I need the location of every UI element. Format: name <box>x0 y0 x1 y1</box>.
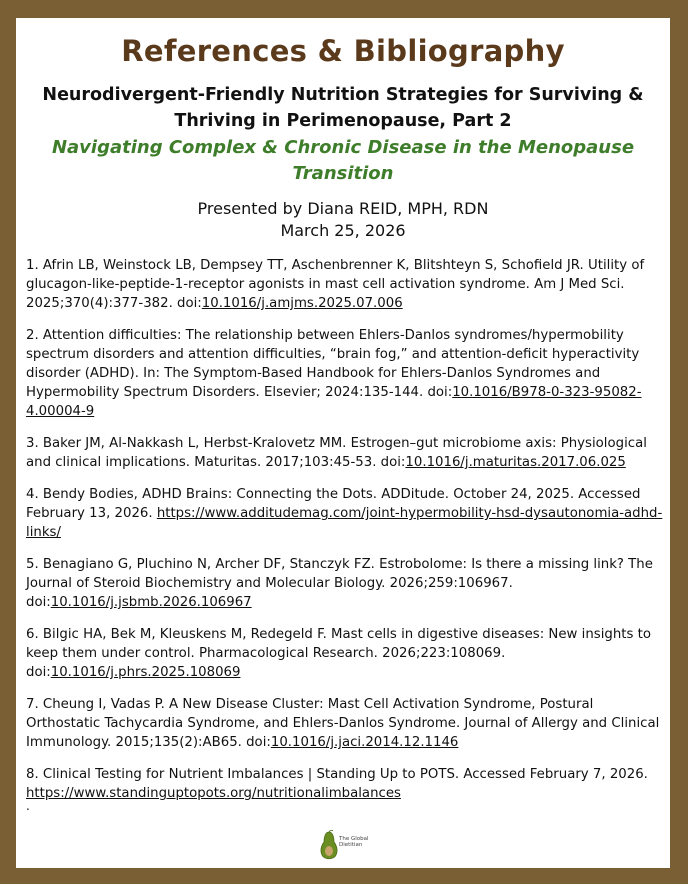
reference-doi-link[interactable]: 10.1016/j.jaci.2014.12.1146 <box>270 735 459 750</box>
logo-text: The Global Dietitian <box>339 836 369 848</box>
presentation-title: Neurodivergent-Friendly Nutrition Strategies for Surviving & Thriving in Perimenopause, Part 2 <box>42 85 644 131</box>
avocado-icon <box>319 830 339 862</box>
reference-item: 3. Baker JM, Al-Nakkash L, Herbst-Kralovetz MM. Estrogen–gut microbiome axis: Physiological and clinical implications. Maturitas. 2017;103:45-53. doi:10.1016/j.maturitas.2017.06.025 <box>26 436 647 470</box>
reference-url-link[interactable]: https://www.standinguptopots.org/nutritionalimbalances <box>26 786 401 801</box>
presentation-subtitle: Navigating Complex & Chronic Disease in the Menopause Transition <box>51 137 635 184</box>
reference-item: 7. Cheung I, Vadas P. A New Disease Cluster: Mast Cell Activation Syndrome, Postural Orthostatic Tachycardia Syndrome, and Ehlers-Danlos Syndrome. Journal of Allergy and Clinical Immunology. 2015;135(2):AB65. doi:10.1016/j.jaci.2014.12.1146 <box>26 697 660 750</box>
presentation-date: March 25, 2026 <box>280 221 406 240</box>
reference-url-link[interactable]: https://www.additudemag.com/joint-hypermobility-hsd-dysautonomia-adhd-links/ <box>26 506 663 540</box>
reference-item: 1. Afrin LB, Weinstock LB, Dempsey TT, Aschenbrenner K, Blitshteyn S, Schofield JR. Utility of glucagon-like-peptide-1-receptor agonists in mast cell activation syndrome. Am J Med Sci. 2025;370(4):377-382. doi:10.1016/j.amjms.2025.07.006 <box>26 258 645 311</box>
reference-item: 5. Benagiano G, Pluchino N, Archer DF, Stanczyk FZ. Estrobolome: Is there a missing link? The Journal of Steroid Biochemistry and Molecular Biology. 2026;259:106967. doi:10.1016/j.jsbmb.2026.106967 <box>26 557 653 610</box>
presenter-line: Presented by Diana REID, MPH, RDN <box>197 199 489 218</box>
reference-doi-link[interactable]: 10.1016/j.jsbmb.2026.106967 <box>50 595 252 610</box>
reference-doi-link[interactable]: 10.1016/j.amjms.2025.07.006 <box>201 296 403 311</box>
reference-item: 8. Clinical Testing for Nutrient Imbalances | Standing Up to POTS. Accessed February 7, 2026. https://www.standinguptopots.org/nutritionalimbalances <box>26 767 648 801</box>
trailing-dot: . <box>26 799 30 813</box>
reference-list <box>26 256 666 811</box>
global-dietitian-logo <box>319 830 379 864</box>
reference-doi-link[interactable]: 10.1016/j.phrs.2025.108069 <box>50 665 241 680</box>
reference-doi-link[interactable]: 10.1016/B978-0-323-95082-4.00004-9 <box>26 385 642 419</box>
page-title: References & Bibliography <box>121 34 565 68</box>
reference-item: 6. Bilgic HA, Bek M, Kleuskens M, Redegeld F. Mast cells in digestive diseases: New insights to keep them under control. Pharmacological Research. 2026;223:108069. doi:10.1016/j.phrs.2025.108069 <box>26 627 651 680</box>
document-page <box>16 18 670 868</box>
reference-doi-link[interactable]: 10.1016/j.maturitas.2017.06.025 <box>405 455 626 470</box>
reference-item: 2. Attention difficulties: The relationship between Ehlers-Danlos syndromes/hypermobility spectrum disorders and attention difficulties, “brain fog,” and attention-deficit hyperactivity disorder (ADHD). In: The Symptom-Based Handbook for Ehlers-Danlos Syndromes and Hypermobility Spectrum Disorders. Elsevier; 2024:135-144. doi:10.1016/B978-0-323-95082-4.00004-9 <box>26 328 642 419</box>
reference-item: 4. Bendy Bodies, ADHD Brains: Connecting the Dots. ADDitude. October 24, 2025. Accessed February 13, 2026. https://www.additudemag.com/joint-hypermobility-hsd-dysautonomia-adhd-links/ <box>26 487 663 540</box>
